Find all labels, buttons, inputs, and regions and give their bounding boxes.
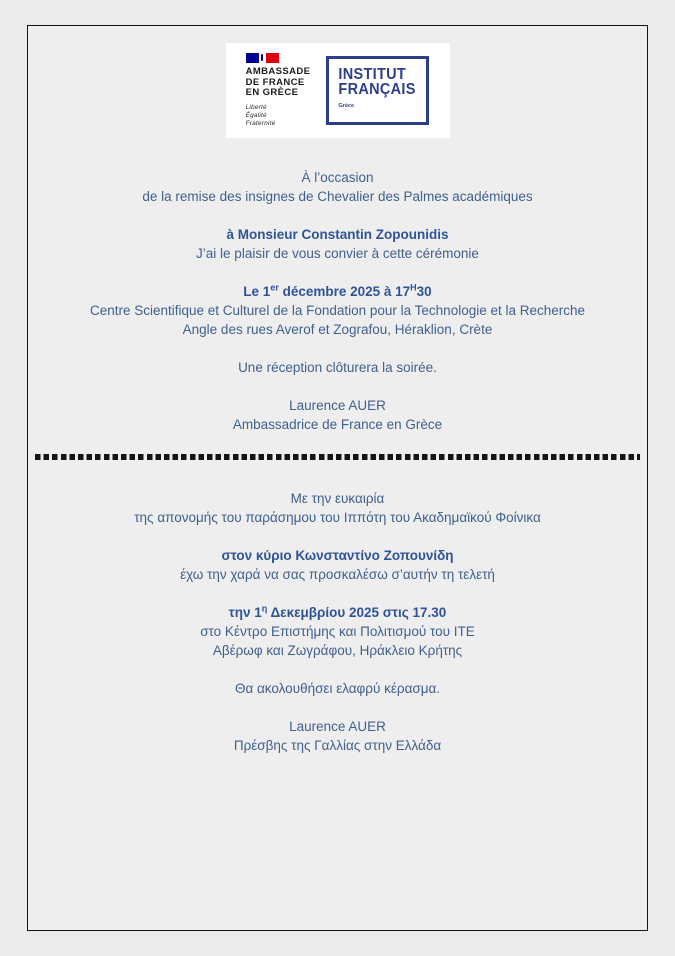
fr-reception: Une réception clôturera la soirée. (238, 360, 437, 375)
fr-occasion-stanza (28, 168, 647, 206)
fr-venue-stanza (28, 282, 647, 339)
gr-occasion-line-2: της απονομής του παράσημου του Ιππότη του Ακαδημαϊκού Φοίνικα (134, 510, 541, 525)
gr-occasion-line-1: Με την ευκαιρία (290, 491, 385, 506)
invitation-page (27, 25, 648, 931)
dashed-separator (35, 454, 640, 460)
fr-invite: J’ai le plaisir de vous convier à cette cérémonie (196, 246, 479, 261)
motto-line: Fraternité (245, 119, 276, 127)
gr-venue-line-1: στο Κέντρο Επιστήμης και Πολιτισμού του ΙΤΕ (200, 624, 475, 639)
institut-francais-logo (326, 56, 429, 125)
gr-venue-stanza (28, 603, 647, 660)
gr-signer-title: Πρέσβης της Γαλλίας στην Ελλάδα (233, 738, 442, 753)
gr-occasion-stanza (28, 489, 647, 527)
fr-honoree: à Monsieur Constantin Zopounidis (226, 227, 449, 242)
fr-venue-line-1: Centre Scientifique et Culturel de la Fondation pour la Technologie et la Recherche (89, 303, 586, 318)
institut-title: INSTITUT FRANÇAIS (338, 65, 416, 98)
gr-reception-stanza (28, 679, 647, 698)
embassy-logo (246, 53, 311, 128)
gr-venue-line-2: Αβέρωφ και Ζωγράφου, Ηράκλειο Κρήτης (212, 643, 463, 658)
fr-signer-name: Laurence AUER (289, 398, 386, 413)
gr-reception: Θα ακολουθήσει ελαφρύ κέρασμα. (234, 681, 441, 696)
fr-honoree-stanza (28, 225, 647, 263)
motto-line: Liberté (245, 103, 267, 111)
motto-line: Égalité (245, 111, 267, 119)
fr-reception-stanza (28, 358, 647, 377)
logo-strip (226, 43, 450, 138)
institut-subtitle: Grèce (338, 103, 355, 109)
embassy-motto (246, 104, 311, 128)
fr-occasion-line-1: À l’occasion (301, 170, 374, 185)
gr-honoree: στον κύριο Κωνσταντίνο Ζοπουνίδη (221, 548, 454, 563)
embassy-name (246, 67, 311, 99)
fr-occasion-line-2: de la remise des insignes de Chevalier des Palmes académiques (142, 189, 533, 204)
gr-invite: έχω την χαρά να σας προσκαλέσω σ’αυτήν τη τελετή (180, 567, 495, 582)
embassy-name-line: AMBASSADE (245, 66, 311, 78)
embassy-name-line: EN GRÈCE (245, 87, 299, 99)
gr-honoree-stanza (28, 546, 647, 584)
fr-venue-line-2: Angle des rues Averof et Zografou, Héraklion, Crète (182, 322, 493, 337)
gr-signer-name: Laurence AUER (289, 719, 386, 734)
french-flag-icon (246, 53, 311, 63)
gr-signature-stanza (28, 717, 647, 755)
gr-date-line: την $1^\eta$ Δεκεμβρίου 2025 στις 17.30 (228, 603, 447, 620)
fr-signature-stanza (28, 396, 647, 434)
invitation-content (28, 168, 647, 755)
fr-signer-title: Ambassadrice de France en Grèce (232, 417, 443, 432)
greek-section (28, 489, 647, 755)
embassy-name-line: DE FRANCE (245, 76, 305, 88)
french-section (28, 168, 647, 434)
fr-date-line: Le 1er décembre 2025 à $17^H30$ (243, 282, 432, 299)
